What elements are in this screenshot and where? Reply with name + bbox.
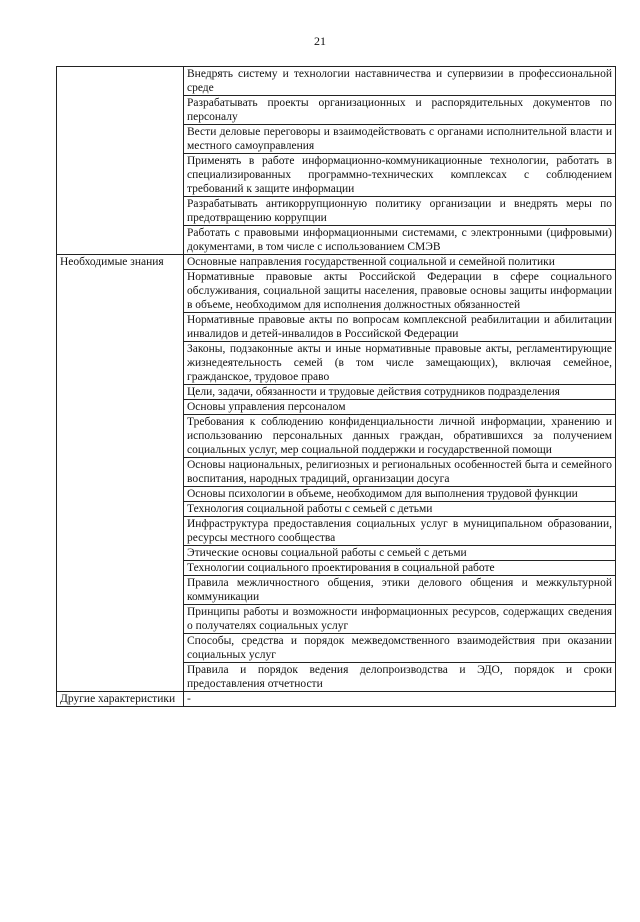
- requirement-text: Технология социальной работы с семьей с детьми: [184, 502, 616, 517]
- requirement-text: Правила и порядок ведения делопроизводства и ЭДО, порядок и сроки предоставления отчетности: [184, 663, 616, 692]
- requirement-text: Работать с правовыми информационными системами, с электронными (цифровыми) документами, в том числе с использованием СМЭВ: [184, 226, 616, 255]
- table-row: [57, 692, 616, 707]
- requirement-text: -: [184, 692, 616, 707]
- requirement-text: Основы психологии в объеме, необходимом для выполнения трудовой функции: [184, 487, 616, 502]
- page-number: 21: [314, 34, 326, 48]
- requirement-text: Применять в работе информационно-коммуникационные технологии, работать в специализированных программно-технических комплексах с соблюдением требований к защите информации: [184, 154, 616, 197]
- table-body: [57, 67, 616, 707]
- section-label: [57, 67, 184, 255]
- requirement-text: Инфраструктура предоставления социальных услуг в муниципальном образовании, ресурсы местного сообщества: [184, 517, 616, 546]
- requirement-text: Правила межличностного общения, этики делового общения и межкультурной коммуникации: [184, 576, 616, 605]
- table-row: [57, 255, 616, 270]
- requirement-text: Основы управления персоналом: [184, 400, 616, 415]
- requirement-text: Разрабатывать проекты организационных и распорядительных документов по персоналу: [184, 96, 616, 125]
- requirement-text: Нормативные правовые акты по вопросам комплексной реабилитации и абилитации инвалидов и детей-инвалидов в Российской Федерации: [184, 313, 616, 342]
- requirement-text: Этические основы социальной работы с семьей с детьми: [184, 546, 616, 561]
- requirement-text: Требования к соблюдению конфиденциальности личной информации, хранению и использованию персональных данных граждан, обратившихся за получением социальных услуг, мер социальной поддержки и государственной помощи: [184, 415, 616, 458]
- requirement-text: Способы, средства и порядок межведомственного взаимодействия при оказании социальных услуг: [184, 634, 616, 663]
- requirement-text: Внедрять систему и технологии наставничества и супервизии в профессиональной среде: [184, 67, 616, 96]
- requirement-text: Нормативные правовые акты Российской Федерации в сфере социального обслуживания, социальной защиты населения, правовые основы защиты информации в объеме, необходимом для исполнения должностных обязанностей: [184, 270, 616, 313]
- requirement-text: Принципы работы и возможности информационных ресурсов, содержащих сведения о получателях социальных услуг: [184, 605, 616, 634]
- requirement-text: Разрабатывать антикоррупционную политику организации и внедрять меры по предотвращению коррупции: [184, 197, 616, 226]
- table-row: [57, 67, 616, 96]
- section-label: Другие характеристики: [57, 692, 184, 707]
- requirement-text: Технологии социального проектирования в социальной работе: [184, 561, 616, 576]
- requirement-text: Вести деловые переговоры и взаимодействовать с органами исполнительной власти и местного самоуправления: [184, 125, 616, 154]
- requirement-text: Законы, подзаконные акты и иные нормативные правовые акты, регламентирующие жизнедеятельность семей (в том числе замещающих), включая семейное, гражданское, трудовое право: [184, 342, 616, 385]
- requirements-table: [56, 66, 616, 707]
- requirement-text: Цели, задачи, обязанности и трудовые действия сотрудников подразделения: [184, 385, 616, 400]
- requirement-text: Основные направления государственной социальной и семейной политики: [184, 255, 616, 270]
- requirement-text: Основы национальных, религиозных и региональных особенностей быта и семейного воспитания, народных традиций, организации досуга: [184, 458, 616, 487]
- section-label: Необходимые знания: [57, 255, 184, 692]
